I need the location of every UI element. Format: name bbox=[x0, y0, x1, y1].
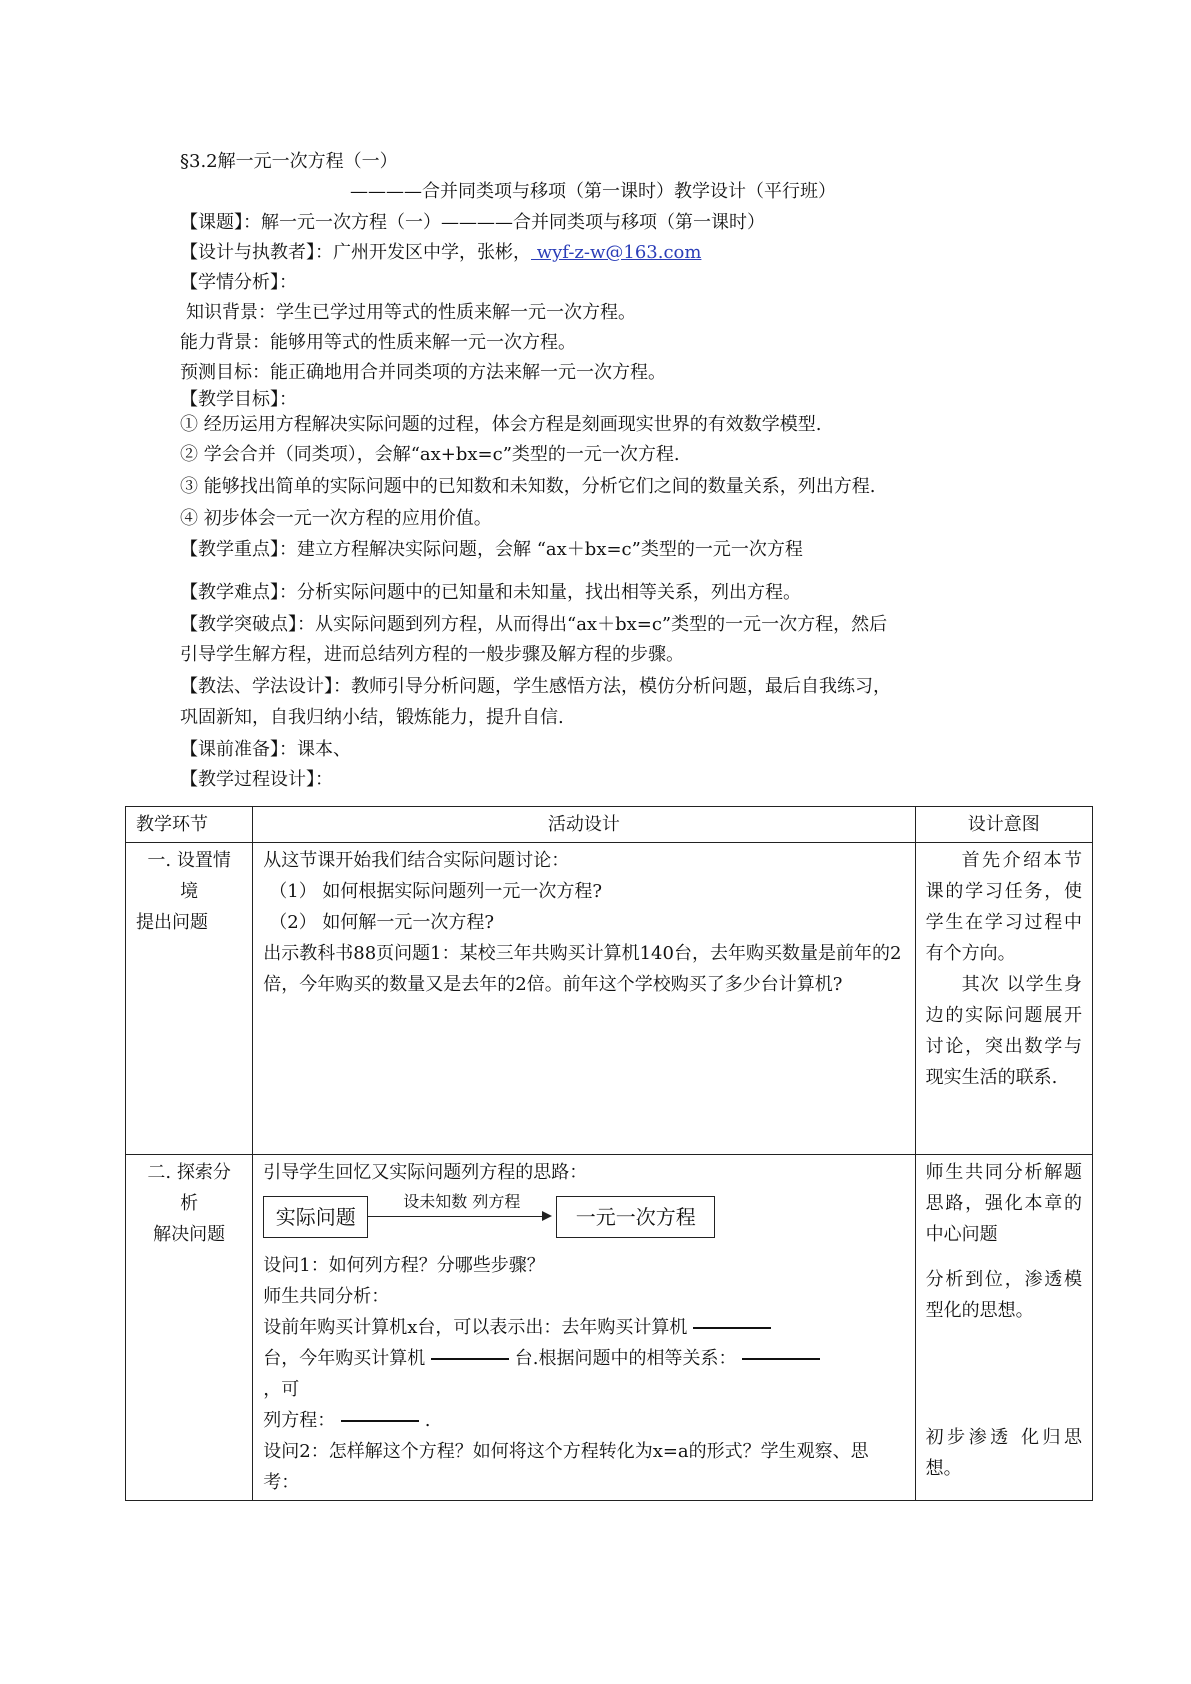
designer-line bbox=[180, 238, 701, 268]
table-row bbox=[126, 1155, 1093, 1501]
prep-value: ：课本、 bbox=[279, 739, 351, 760]
doc-subtitle: ————合并同类项与移项（第一课时）教学设计（平行班） bbox=[350, 181, 836, 202]
row2-intent-para-2: 分析到位，渗透模型化的思想。 bbox=[925, 1269, 1082, 1321]
key-point-value: ：建立方程解决实际问题，会解 “ax＋bx=c”类型的一元一次方程 bbox=[279, 539, 803, 560]
row1-activity-line-3: （2） 如何解一元一次方程? bbox=[269, 912, 495, 933]
blank-last-year[interactable] bbox=[693, 1327, 771, 1329]
table-header-row bbox=[126, 807, 1093, 843]
row2-question-1: 设问1：如何列方程？分哪些步骤？ bbox=[263, 1255, 545, 1276]
flow-box-equation: 一元一次方程 bbox=[556, 1196, 715, 1238]
analysis-label: 【学情分析】 bbox=[180, 272, 279, 293]
row1-intent-para-1: 首先介绍本节课的学习任务，使学生在学习过程中有个方向。 bbox=[925, 850, 1082, 964]
flow-diagram bbox=[263, 1190, 904, 1246]
row2-stage-line-3: 解决问题 bbox=[153, 1224, 226, 1245]
process-heading bbox=[180, 765, 333, 795]
table-row bbox=[126, 843, 1093, 1155]
row1-intent-para-2: 其次 以学生身边的实际问题展开讨论，突出数学与现实生活的联系. bbox=[925, 974, 1082, 1088]
row2-question-2: 设问2：怎样解这个方程？如何将这个方程转化为x=a的形式？学生观察、思考： bbox=[263, 1441, 869, 1493]
analysis-colon: ： bbox=[279, 272, 297, 293]
designer-email-link[interactable]: wyf-z-w@163.com bbox=[531, 242, 702, 263]
objective-item-3: ③ 能够找出简单的实际问题中的已知数和未知数，分析它们之间的数量关系，列出方程. bbox=[180, 476, 876, 497]
objectives-colon: ： bbox=[279, 389, 297, 410]
blank-relation[interactable] bbox=[742, 1358, 820, 1360]
row1-intent-cell bbox=[915, 843, 1092, 1155]
designer-value: ：广州开发区中学，张彬， bbox=[315, 242, 531, 263]
row2-intro: 引导学生回忆又实际问题列方程的思路： bbox=[263, 1162, 588, 1183]
row1-activity-cell bbox=[253, 843, 915, 1155]
analysis-line-2: 能力背景：能够用等式的性质来解一元一次方程。 bbox=[180, 332, 576, 353]
process-label: 【教学过程设计】 bbox=[180, 769, 315, 790]
row2-analysis-a: 设前年购买计算机x台，可以表示出：去年购买计算机 bbox=[263, 1317, 688, 1338]
process-colon: ： bbox=[315, 769, 333, 790]
blank-this-year[interactable] bbox=[431, 1358, 509, 1360]
row1-stage-cell bbox=[126, 843, 253, 1155]
doc-title: §3.2解一元一次方程（一） bbox=[180, 151, 398, 172]
row2-analysis-f: . bbox=[424, 1410, 431, 1431]
row2-intent-cell bbox=[915, 1155, 1092, 1501]
topic-line bbox=[180, 208, 765, 238]
method-label: 【教法、学法设计】 bbox=[180, 676, 333, 697]
flow-box-real-problem: 实际问题 bbox=[263, 1196, 368, 1238]
method-line-2: 巩固新知，自我归纳小结，锻炼能力，提升自信. bbox=[180, 707, 564, 728]
row2-intent-spacer-2 bbox=[926, 1326, 1082, 1422]
header-stage: 教学环节 bbox=[126, 807, 253, 843]
breakthrough-line-2: 引导学生解方程，进而总结列方程的一般步骤及解方程的步骤。 bbox=[180, 644, 684, 665]
row2-stage-cell bbox=[126, 1155, 253, 1501]
row2-intent-para-3: 初步渗透 化归思想。 bbox=[925, 1427, 1082, 1479]
objective-item-4: ④ 初步体会一元一次方程的应用价值。 bbox=[180, 508, 492, 529]
analysis-line-3: 预测目标：能正确地用合并同类项的方法来解一元一次方程。 bbox=[180, 362, 666, 383]
objective-item-1: ① 经历运用方程解决实际问题的过程，体会方程是刻画现实世界的有效数学模型. bbox=[180, 414, 822, 435]
difficulty-line bbox=[180, 578, 801, 608]
row2-stage-line-1: 二. 探索分 bbox=[147, 1162, 231, 1183]
key-point-line bbox=[180, 535, 803, 565]
row2-intent-para-1: 师生共同分析解题思路，强化本章的中心问题 bbox=[925, 1162, 1082, 1245]
row2-analysis-line-1 bbox=[263, 1312, 904, 1343]
breakthrough-line-1 bbox=[180, 610, 887, 640]
row2-stage-line-2: 析 bbox=[180, 1193, 199, 1214]
objective-item-2: ② 学会合并（同类项），会解“ax+bx=c”类型的一元一次方程. bbox=[180, 444, 680, 465]
row2-analysis-line-3 bbox=[263, 1405, 904, 1436]
row1-stage-line-2: 境 bbox=[180, 881, 199, 902]
analysis-heading bbox=[180, 268, 297, 298]
row1-stage-line-1: 一. 设置情 bbox=[147, 850, 231, 871]
prep-line bbox=[180, 735, 351, 765]
method-value-1: ：教师引导分析问题，学生感悟方法，模仿分析问题，最后自我练习， bbox=[333, 676, 891, 697]
analysis-line-1: 知识背景：学生已学过用等式的性质来解一元一次方程。 bbox=[186, 302, 636, 323]
key-point-label: 【教学重点】 bbox=[180, 539, 279, 560]
method-line-1 bbox=[180, 672, 891, 702]
lesson-process-table bbox=[125, 806, 1093, 1501]
objectives-label: 【教学目标】 bbox=[180, 389, 279, 410]
row1-activity-line-2: （1） 如何根据实际问题列一元一次方程? bbox=[269, 881, 603, 902]
breakthrough-value-1: ：从实际问题到列方程，从而得出“ax＋bx=c”类型的一元一次方程，然后 bbox=[297, 614, 888, 635]
row2-analysis-b: 台，今年购买计算机 bbox=[263, 1348, 426, 1369]
blank-equation[interactable] bbox=[341, 1420, 419, 1422]
topic-value: ：解一元一次方程（一）————合并同类项与移项（第一课时） bbox=[243, 212, 765, 233]
prep-label: 【课前准备】 bbox=[180, 739, 279, 760]
row2-analysis-e: 列方程： bbox=[263, 1410, 336, 1431]
row1-activity-problem: 出示教科书88页问题1：某校三年共购买计算机140台，去年购买数量是前年的2倍，今年购买的数量又是去年的2倍。前年这个学校购买了多少台计算机? bbox=[263, 943, 902, 995]
row2-analysis-line-2 bbox=[263, 1343, 904, 1374]
designer-label: 【设计与执教者】 bbox=[180, 242, 315, 263]
header-activity: 活动设计 bbox=[253, 807, 915, 843]
topic-label: 【课题】 bbox=[180, 212, 243, 233]
row1-stage-line-3: 提出问题 bbox=[136, 912, 208, 933]
row2-intent-spacer bbox=[926, 1250, 1082, 1264]
difficulty-label: 【教学难点】 bbox=[180, 582, 279, 603]
row2-analysis-d: ，可 bbox=[263, 1379, 300, 1400]
difficulty-value: ：分析实际问题中的已知量和未知量，找出相等关系，列出方程。 bbox=[279, 582, 801, 603]
row1-activity-line-1: 从这节课开始我们结合实际问题讨论： bbox=[263, 850, 570, 871]
row2-analysis-c: 台.根据问题中的相等关系： bbox=[514, 1348, 737, 1369]
header-intent: 设计意图 bbox=[915, 807, 1092, 843]
row2-analysis-label: 师生共同分析： bbox=[263, 1286, 390, 1307]
breakthrough-label: 【教学突破点】 bbox=[180, 614, 297, 635]
row2-activity-cell bbox=[253, 1155, 915, 1501]
flow-arrow-label: 设未知数 列方程 bbox=[403, 1192, 521, 1211]
